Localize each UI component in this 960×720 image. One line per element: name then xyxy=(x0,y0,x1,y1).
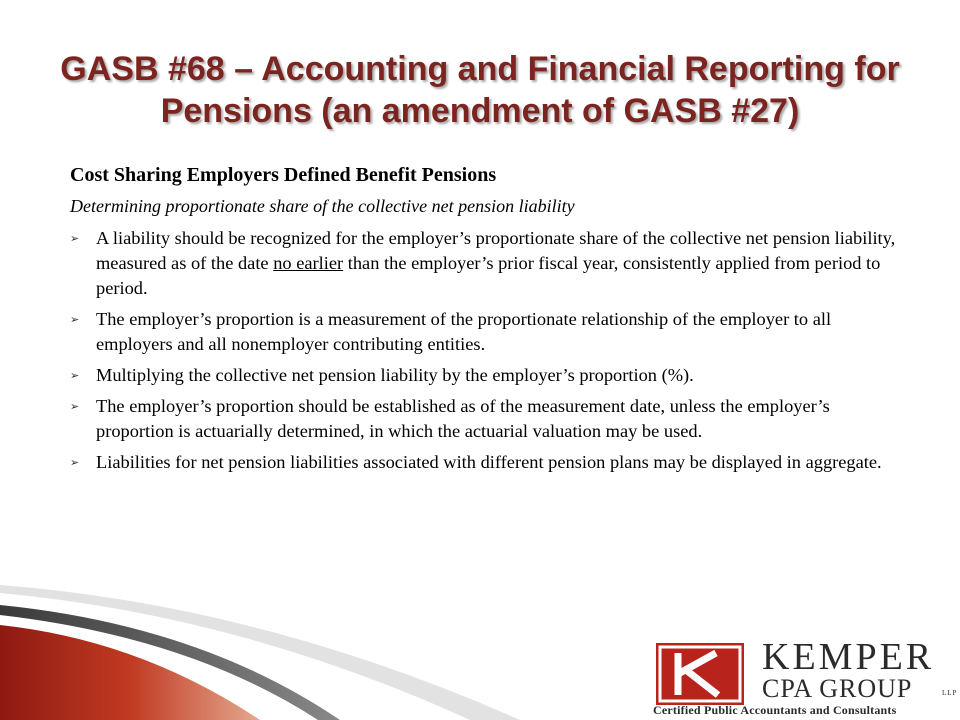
bullet-item xyxy=(70,226,900,301)
arrow-bullet-icon: ➢ xyxy=(70,232,80,245)
bullet-item xyxy=(70,363,900,388)
arrow-bullet-icon: ➢ xyxy=(70,400,80,413)
logo-name: KEMPER xyxy=(762,636,935,678)
arrow-bullet-icon: ➢ xyxy=(70,456,80,469)
bullet-text: The employer’s proportion should be established as of the measurement date, unless the employer’s proportion is actuarially determined, in which the actuarial valuation may be used. xyxy=(96,396,830,441)
bullet-text-part: A liability should be recognized for the employer’s proportionate share of the collective net pension liability, measured as of the date xyxy=(96,228,896,273)
slide-title-line-2: Pensions (an amendment of GASB #27) xyxy=(160,92,800,130)
section-subtitle: Cost Sharing Employers Defined Benefit Pensions xyxy=(70,164,497,186)
bullet-item xyxy=(70,307,900,357)
bullet-text: Multiplying the collective net pension liability by the employer’s proportion (%). xyxy=(96,365,694,385)
bullet-text: Liabilities for net pension liabilities associated with different pension plans may be displayed in aggregate. xyxy=(96,452,882,472)
bullet-item xyxy=(70,394,900,444)
slide-body xyxy=(70,162,900,481)
logo-llp: LLP xyxy=(942,689,958,697)
arrow-bullet-icon: ➢ xyxy=(70,313,80,326)
slide-title-line-1: GASB #68 – Accounting and Financial Reporting for xyxy=(60,50,900,88)
logo-tagline: Certified Public Accountants and Consultants xyxy=(653,703,897,717)
bullet-text: The employer’s proportion is a measurement of the proportionate relationship of the employer to all employers and all nonemployer contributing entities. xyxy=(96,309,832,354)
slide-title xyxy=(30,48,930,132)
arrow-bullet-icon: ➢ xyxy=(70,369,80,382)
section-lead: Determining proportionate share of the collective net pension liability xyxy=(70,196,575,216)
bullet-list xyxy=(70,226,900,475)
bullet-text-part: than the employer’s prior fiscal year, consistently applied from period to period. xyxy=(96,253,881,298)
kemper-cpa-group-logo xyxy=(650,636,958,718)
underlined-text: no earlier xyxy=(273,253,344,273)
bullet-item xyxy=(70,450,900,475)
logo-group: CPA GROUP xyxy=(762,674,913,703)
